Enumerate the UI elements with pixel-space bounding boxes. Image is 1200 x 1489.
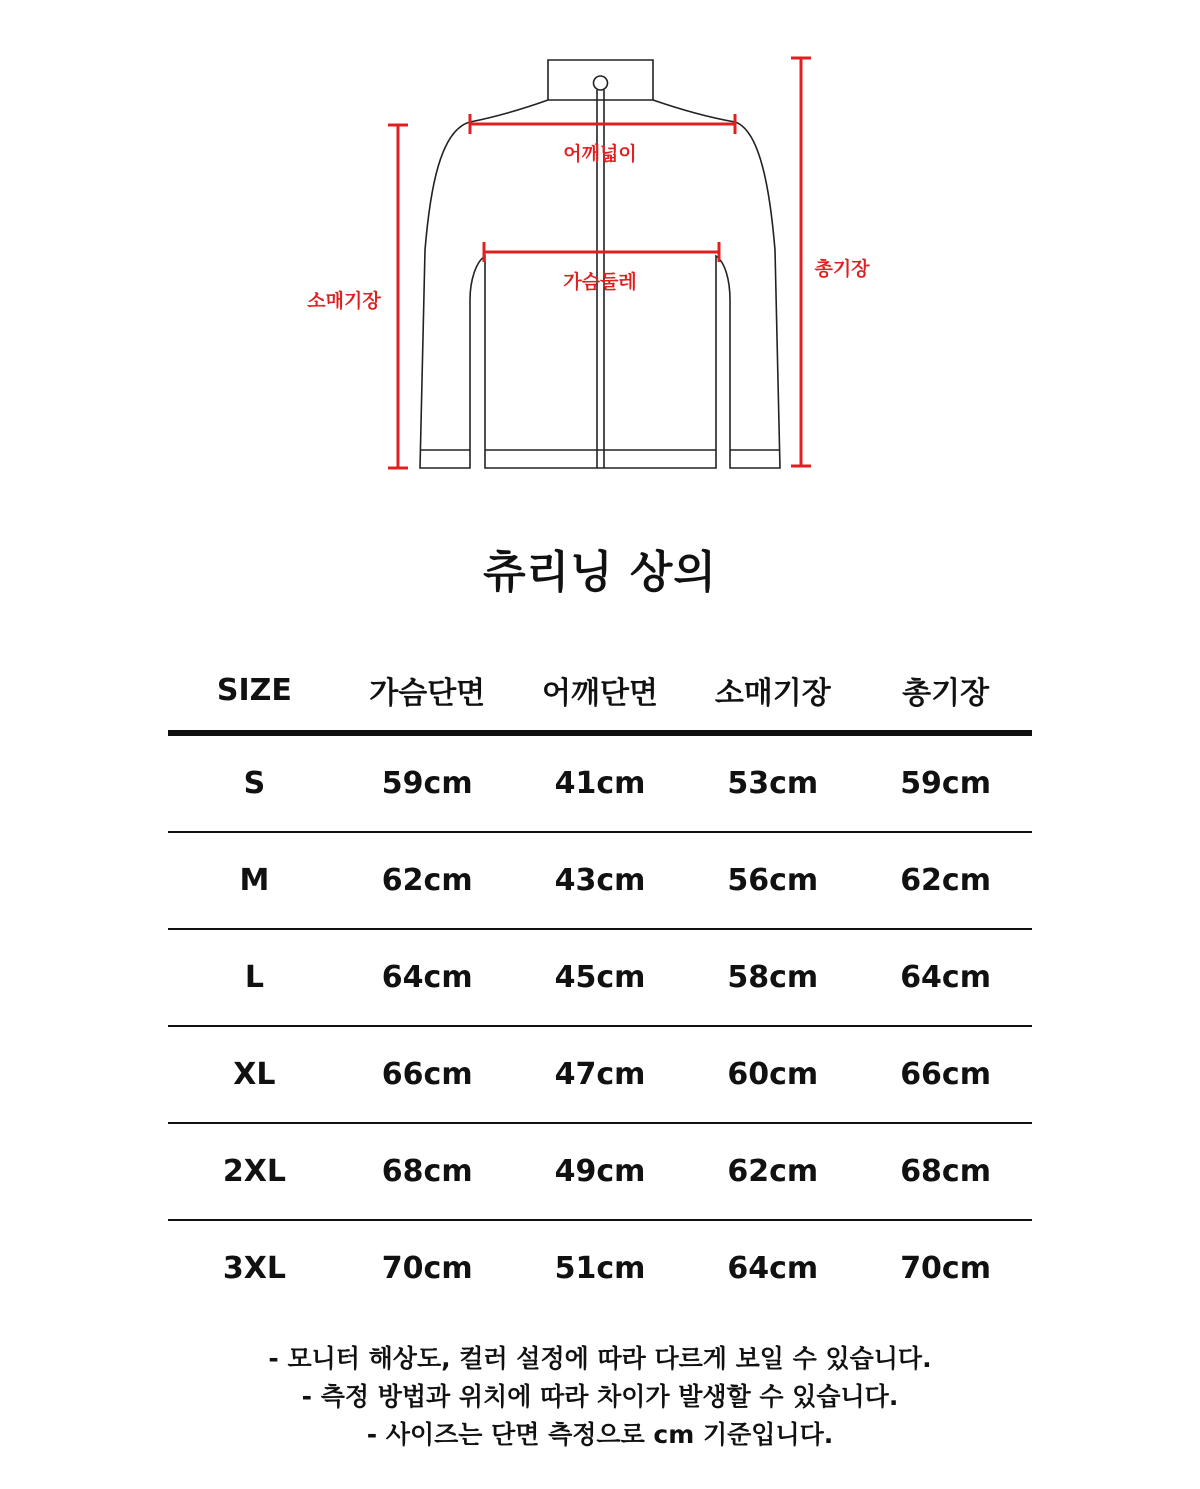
table-row bbox=[168, 832, 1032, 929]
cell-shoulder: 51cm bbox=[554, 1251, 646, 1286]
cell-size: M bbox=[168, 832, 341, 929]
header-shoulder: 어깨단면 bbox=[514, 650, 687, 733]
jacket-measurement-diagram bbox=[0, 0, 1200, 500]
note-line: - 모니터 해상도, 컬러 설정에 따라 다르게 보일 수 있습니다. bbox=[268, 1344, 932, 1373]
chest-label: 가슴둘레 bbox=[563, 271, 637, 293]
cell-size: S bbox=[168, 733, 341, 832]
cell-shoulder: 49cm bbox=[514, 1123, 687, 1220]
cell-sleeve: 58cm bbox=[686, 929, 859, 1026]
cell-total: 66cm bbox=[859, 1026, 1032, 1123]
cell-total: 68cm bbox=[859, 1123, 1032, 1220]
cell-shoulder: 47cm bbox=[514, 1026, 687, 1123]
cell-sleeve: 62cm bbox=[686, 1123, 859, 1220]
cell-total: 64cm bbox=[859, 929, 1032, 1026]
cell-total: 70cm bbox=[900, 1251, 991, 1286]
table-header-row bbox=[168, 650, 1032, 733]
cell-sleeve: 64cm bbox=[727, 1251, 819, 1286]
size-table bbox=[168, 650, 1032, 1316]
table-row bbox=[168, 733, 1032, 832]
note-line: - 사이즈는 단면 측정으로 cm 기준입니다. bbox=[366, 1420, 834, 1449]
table-row bbox=[168, 1220, 1032, 1316]
table-row bbox=[168, 929, 1032, 1026]
cell-shoulder: 41cm bbox=[514, 733, 687, 832]
cell-sleeve: 60cm bbox=[686, 1026, 859, 1123]
cell-size: 3XL bbox=[222, 1251, 286, 1286]
cell-chest: 59cm bbox=[341, 733, 514, 832]
shoulder-label: 어깨넓이 bbox=[563, 143, 637, 165]
jacket-outline bbox=[420, 60, 780, 468]
measure-lines bbox=[388, 58, 811, 468]
cell-shoulder: 43cm bbox=[514, 832, 687, 929]
cell-chest: 70cm bbox=[381, 1251, 473, 1286]
cell-chest: 62cm bbox=[341, 832, 514, 929]
cell-size: 2XL bbox=[168, 1123, 341, 1220]
sleeve-label: 소매기장 bbox=[307, 290, 381, 312]
notes bbox=[0, 1340, 1200, 1454]
header-size: SIZE bbox=[168, 650, 341, 733]
table-row bbox=[168, 1026, 1032, 1123]
header-total: 총기장 bbox=[859, 650, 1032, 733]
header-chest: 가슴단면 bbox=[341, 650, 514, 733]
cell-chest: 68cm bbox=[341, 1123, 514, 1220]
cell-shoulder: 45cm bbox=[514, 929, 687, 1026]
cell-chest: 64cm bbox=[341, 929, 514, 1026]
note-line: - 측정 방법과 위치에 따라 차이가 발생할 수 있습니다. bbox=[301, 1382, 899, 1411]
cell-sleeve: 56cm bbox=[686, 832, 859, 929]
cell-total: 62cm bbox=[859, 832, 1032, 929]
table-row bbox=[168, 1123, 1032, 1220]
product-title: 츄리닝 상의 bbox=[483, 547, 717, 598]
cell-sleeve: 53cm bbox=[686, 733, 859, 832]
cell-chest: 66cm bbox=[341, 1026, 514, 1123]
cell-size: XL bbox=[168, 1026, 341, 1123]
cell-total: 59cm bbox=[859, 733, 1032, 832]
total-length-label: 총기장 bbox=[814, 258, 870, 280]
cell-size: L bbox=[168, 929, 341, 1026]
header-sleeve: 소매기장 bbox=[686, 650, 859, 733]
